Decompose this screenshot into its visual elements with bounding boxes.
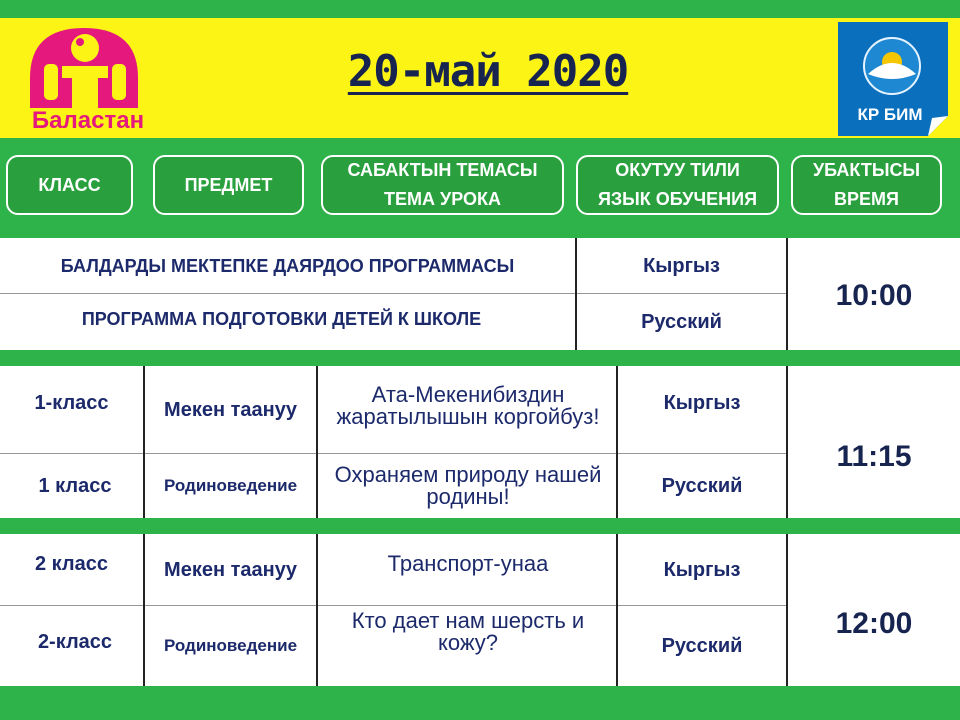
column-header-subject: ПРЕДМЕТ <box>153 155 304 215</box>
column-header-topic: САБАКТЫН ТЕМАСЫ ТЕМА УРОКА <box>321 155 564 215</box>
lesson-topic-cell: Кто дает нам шерсть и кожу? <box>351 608 585 655</box>
language-cell: Кыргыз <box>663 391 741 414</box>
brand-text: Баластан <box>31 107 145 134</box>
lesson-topic-cell: Охраняем природу нашей родины! <box>334 462 602 509</box>
schedule-block-3 <box>0 534 960 686</box>
subject-cell: Мекен таануу <box>164 559 297 581</box>
subject-cell: Родиноведение <box>163 636 298 655</box>
column-header-language: ОКУТУУ ТИЛИ ЯЗЫК ОБУЧЕНИЯ <box>576 155 779 215</box>
column-header-class: КЛАСС <box>6 155 133 215</box>
class-cell: 1 класс <box>38 474 112 497</box>
time-slot-3: 12:00 <box>835 607 913 640</box>
schedule-block-2 <box>0 366 960 518</box>
badge-text: КР БИМ <box>857 105 923 124</box>
program-name-kyrgyz: БАЛДАРДЫ МЕКТЕПКЕ ДАЯРДОО ПРОГРАММАСЫ <box>60 255 515 276</box>
lesson-topic-cell: Ата-Мекенибиздин жаратылышын коргойбуз! <box>336 382 600 429</box>
language-cell: Русский <box>661 634 743 657</box>
class-cell: 2-класс <box>37 630 113 653</box>
subject-cell: Мекен таануу <box>164 399 297 421</box>
class-cell: 2 класс <box>34 552 108 575</box>
language-kyrgyz: Кыргыз <box>643 254 720 277</box>
schedule-block-1 <box>0 238 960 350</box>
program-name-russian: ПРОГРАММА ПОДГОТОВКИ ДЕТЕЙ К ШКОЛЕ <box>81 308 482 329</box>
kr-bim-badge <box>838 22 948 136</box>
language-cell: Русский <box>661 474 743 497</box>
time-slot-1: 10:00 <box>835 279 913 312</box>
column-header-time: УБАКТЫСЫ ВРЕМЯ <box>791 155 942 215</box>
lesson-topic-cell: Транспорт-унаа <box>387 551 549 576</box>
class-cell: 1-класс <box>34 391 109 414</box>
page-title: 20-май 2020 <box>347 46 629 97</box>
time-slot-2: 11:15 <box>836 440 912 473</box>
language-russian: Русский <box>641 310 722 333</box>
language-cell: Кыргыз <box>663 558 741 581</box>
subject-cell: Родиноведение <box>163 476 298 495</box>
kr-bim-emblem-icon <box>838 22 948 136</box>
